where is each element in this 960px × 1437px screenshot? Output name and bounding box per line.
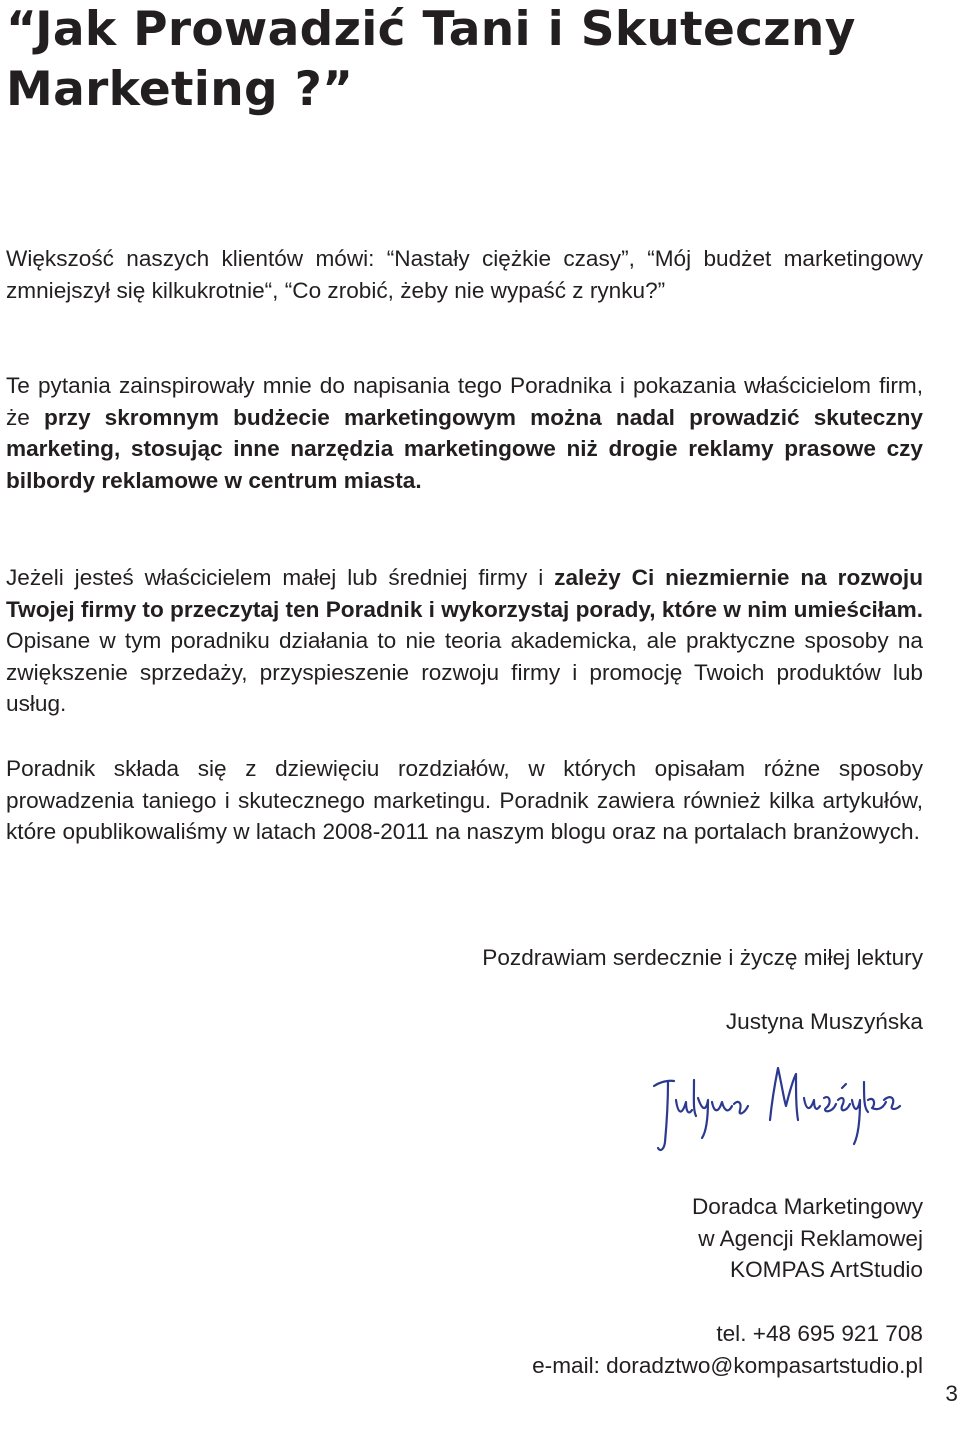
paragraph-inspiration-emphasis: przy skromnym budżecie marketingowym można nadal prowadzić skuteczny marketing, stosując inne narzędzia marketingowe niż drogie reklamy prasowe czy bilbordy reklamowe w centrum miasta.	[6, 404, 923, 493]
closing-greeting: Pozdrawiam serdecznie i życzę miłej lektury	[482, 945, 923, 970]
role-title: Doradca Marketingowy	[691, 1194, 923, 1219]
paragraph-audience-text-start: Jeżeli jesteś właścicielem małej lub średniej firmy i	[6, 565, 555, 590]
author-role	[323, 1191, 923, 1286]
paragraph-audience	[6, 562, 923, 720]
contact-email: e-mail: doradztwo@kompasartstudio.pl	[532, 1352, 923, 1378]
intro-paragraph: Większość naszych klientów mówi: “Nastały ciężkie czasy”, “Mój budżet marketingowy zmniejszył się kilkukrotnie“, “Co zrobić, żeby nie wypaść z rynku?”	[6, 246, 923, 303]
paragraph-contents: Poradnik składa się z dziewięciu rozdziałów, w których opisałam różne sposoby prowadzenia taniego i skutecznego marketingu. Poradnik zawiera również kilka artykułów, które opublikowaliśmy w latach 2008-2011 na naszym blogu oraz na portalach branżowych.	[6, 756, 923, 844]
page-title: “Jak Prowadzić Tani i Skuteczny Marketing ?”	[6, 2, 856, 117]
paragraph-inspiration	[6, 370, 923, 496]
page-number: 3	[945, 1381, 958, 1406]
contact-info	[323, 1318, 923, 1381]
paragraph-audience-text-end: Opisane w tym poradniku działania to nie teoria akademicka, ale praktyczne sposoby na zwiększenie sprzedaży, przyspieszenie rozwoju firmy i promocję Twoich produktów lub usług.	[6, 628, 923, 716]
role-company: KOMPAS ArtStudio	[730, 1257, 923, 1282]
paragraph-audience-emphasis: zależy Ci niezmiernie na rozwoju Twojej firmy to przeczytaj ten Poradnik i wykorzystaj porady, które w nim umieściłam.	[6, 565, 924, 622]
contact-phone: tel. +48 695 921 708	[716, 1321, 923, 1346]
paragraph-inspiration-text: Te pytania zainspirowały mnie do napisania tego Poradnika i pokazania właścicielom firm, że	[6, 373, 923, 430]
author-name: Justyna Muszyńska	[725, 1009, 923, 1034]
signature-icon	[646, 1060, 902, 1160]
role-agency: w Agencji Reklamowej	[698, 1225, 923, 1251]
